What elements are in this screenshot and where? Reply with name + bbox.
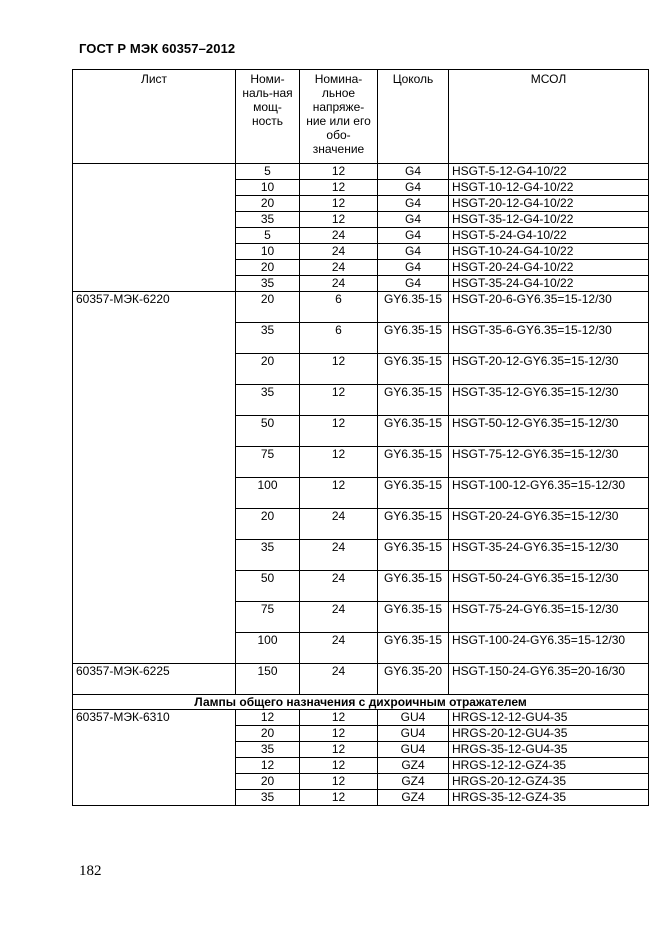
power-cell: 20 xyxy=(236,774,300,790)
voltage-cell: 12 xyxy=(300,416,378,447)
code-cell: HSGT-50-12-GY6.35=15-12/30 xyxy=(449,416,649,447)
col-header-voltage: Номина-льное напряже-ние или его обо-значение xyxy=(300,70,378,164)
col-header-power: Номи-наль-ная мощ-ность xyxy=(236,70,300,164)
power-cell: 50 xyxy=(236,416,300,447)
power-cell: 10 xyxy=(236,180,300,196)
section-title: Лампы общего назначения с дихроичным отражателем xyxy=(73,695,649,710)
code-cell: HSGT-20-12-GY6.35=15-12/30 xyxy=(449,354,649,385)
cap-cell: GY6.35-15 xyxy=(378,447,449,478)
voltage-cell: 6 xyxy=(300,292,378,323)
cap-cell: GY6.35-15 xyxy=(378,602,449,633)
power-cell: 12 xyxy=(236,758,300,774)
sheet-cell: 60357-МЭК-6310 xyxy=(73,710,236,806)
cap-cell: G4 xyxy=(378,244,449,260)
power-cell: 20 xyxy=(236,196,300,212)
voltage-cell: 12 xyxy=(300,212,378,228)
voltage-cell: 12 xyxy=(300,447,378,478)
power-cell: 12 xyxy=(236,710,300,726)
cap-cell: GY6.35-15 xyxy=(378,292,449,323)
voltage-cell: 12 xyxy=(300,354,378,385)
code-cell: HRGS-12-12-GU4-35 xyxy=(449,710,649,726)
voltage-cell: 12 xyxy=(300,790,378,806)
cap-cell: G4 xyxy=(378,180,449,196)
power-cell: 150 xyxy=(236,664,300,695)
power-cell: 20 xyxy=(236,354,300,385)
sheet-cell: 60357-МЭК-6225 xyxy=(73,664,236,695)
cap-cell: G4 xyxy=(378,260,449,276)
cap-cell: GZ4 xyxy=(378,774,449,790)
voltage-cell: 24 xyxy=(300,260,378,276)
cap-cell: G4 xyxy=(378,196,449,212)
voltage-cell: 6 xyxy=(300,323,378,354)
cap-cell: GU4 xyxy=(378,710,449,726)
power-cell: 75 xyxy=(236,447,300,478)
cap-cell: GU4 xyxy=(378,742,449,758)
table-row xyxy=(73,164,649,180)
code-cell: HRGS-20-12-GZ4-35 xyxy=(449,774,649,790)
code-cell: HSGT-35-12-G4-10/22 xyxy=(449,212,649,228)
power-cell: 35 xyxy=(236,540,300,571)
cap-cell: GU4 xyxy=(378,726,449,742)
voltage-cell: 24 xyxy=(300,228,378,244)
cap-cell: GY6.35-20 xyxy=(378,664,449,695)
power-cell: 20 xyxy=(236,260,300,276)
power-cell: 35 xyxy=(236,385,300,416)
code-cell: HSGT-35-24-G4-10/22 xyxy=(449,276,649,292)
voltage-cell: 24 xyxy=(300,540,378,571)
cap-cell: GY6.35-15 xyxy=(378,478,449,509)
power-cell: 100 xyxy=(236,633,300,664)
page-number: 182 xyxy=(79,863,102,879)
code-cell: HSGT-100-12-GY6.35=15-12/30 xyxy=(449,478,649,509)
code-cell: HSGT-150-24-GY6.35=20-16/30 xyxy=(449,664,649,695)
power-cell: 35 xyxy=(236,323,300,354)
cap-cell: G4 xyxy=(378,228,449,244)
code-cell: HSGT-20-24-G4-10/22 xyxy=(449,260,649,276)
voltage-cell: 24 xyxy=(300,571,378,602)
power-cell: 5 xyxy=(236,164,300,180)
cap-cell: GY6.35-15 xyxy=(378,323,449,354)
voltage-cell: 24 xyxy=(300,602,378,633)
code-cell: HSGT-35-12-GY6.35=15-12/30 xyxy=(449,385,649,416)
table-body xyxy=(73,164,649,806)
voltage-cell: 24 xyxy=(300,509,378,540)
power-cell: 35 xyxy=(236,212,300,228)
cap-cell: GY6.35-15 xyxy=(378,571,449,602)
code-cell: HSGT-20-12-G4-10/22 xyxy=(449,196,649,212)
code-cell: HSGT-10-24-G4-10/22 xyxy=(449,244,649,260)
power-cell: 20 xyxy=(236,726,300,742)
code-cell: HSGT-5-24-G4-10/22 xyxy=(449,228,649,244)
cap-cell: GY6.35-15 xyxy=(378,509,449,540)
code-cell: HSGT-50-24-GY6.35=15-12/30 xyxy=(449,571,649,602)
sheet-cell: 60357-МЭК-6220 xyxy=(73,292,236,664)
col-header-cap: Цоколь xyxy=(378,70,449,164)
code-cell: HSGT-5-12-G4-10/22 xyxy=(449,164,649,180)
cap-cell: GY6.35-15 xyxy=(378,416,449,447)
cap-cell: GY6.35-15 xyxy=(378,385,449,416)
voltage-cell: 24 xyxy=(300,276,378,292)
cap-cell: GY6.35-15 xyxy=(378,354,449,385)
power-cell: 35 xyxy=(236,790,300,806)
voltage-cell: 24 xyxy=(300,633,378,664)
code-cell: HSGT-35-24-GY6.35=15-12/30 xyxy=(449,540,649,571)
code-cell: HSGT-10-12-G4-10/22 xyxy=(449,180,649,196)
voltage-cell: 12 xyxy=(300,726,378,742)
code-cell: HSGT-75-24-GY6.35=15-12/30 xyxy=(449,602,649,633)
table-row xyxy=(73,664,649,695)
cap-cell: G4 xyxy=(378,212,449,228)
table-row xyxy=(73,292,649,323)
power-cell: 10 xyxy=(236,244,300,260)
power-cell: 20 xyxy=(236,509,300,540)
voltage-cell: 12 xyxy=(300,164,378,180)
voltage-cell: 12 xyxy=(300,385,378,416)
table-row xyxy=(73,710,649,726)
section-row xyxy=(73,695,649,710)
cap-cell: GZ4 xyxy=(378,790,449,806)
cap-cell: G4 xyxy=(378,164,449,180)
power-cell: 100 xyxy=(236,478,300,509)
document-header: ГОСТ Р МЭК 60357–2012 xyxy=(79,41,236,56)
voltage-cell: 12 xyxy=(300,478,378,509)
power-cell: 50 xyxy=(236,571,300,602)
code-cell: HSGT-100-24-GY6.35=15-12/30 xyxy=(449,633,649,664)
power-cell: 20 xyxy=(236,292,300,323)
power-cell: 5 xyxy=(236,228,300,244)
code-cell: HSGT-20-24-GY6.35=15-12/30 xyxy=(449,509,649,540)
voltage-cell: 12 xyxy=(300,774,378,790)
code-cell: HRGS-20-12-GU4-35 xyxy=(449,726,649,742)
voltage-cell: 12 xyxy=(300,180,378,196)
code-cell: HSGT-35-6-GY6.35=15-12/30 xyxy=(449,323,649,354)
sheet-cell xyxy=(73,164,236,292)
voltage-cell: 12 xyxy=(300,742,378,758)
power-cell: 35 xyxy=(236,742,300,758)
voltage-cell: 12 xyxy=(300,196,378,212)
cap-cell: GY6.35-15 xyxy=(378,540,449,571)
table-header xyxy=(73,70,649,164)
lamp-spec-table xyxy=(72,69,649,806)
code-cell: HSGT-20-6-GY6.35=15-12/30 xyxy=(449,292,649,323)
code-cell: HRGS-35-12-GU4-35 xyxy=(449,742,649,758)
cap-cell: GZ4 xyxy=(378,758,449,774)
code-cell: HSGT-75-12-GY6.35=15-12/30 xyxy=(449,447,649,478)
voltage-cell: 12 xyxy=(300,710,378,726)
col-header-code: МСОЛ xyxy=(449,70,649,164)
cap-cell: G4 xyxy=(378,276,449,292)
voltage-cell: 24 xyxy=(300,664,378,695)
voltage-cell: 24 xyxy=(300,244,378,260)
power-cell: 35 xyxy=(236,276,300,292)
voltage-cell: 12 xyxy=(300,758,378,774)
col-header-sheet: Лист xyxy=(73,70,236,164)
code-cell: HRGS-35-12-GZ4-35 xyxy=(449,790,649,806)
code-cell: HRGS-12-12-GZ4-35 xyxy=(449,758,649,774)
power-cell: 75 xyxy=(236,602,300,633)
cap-cell: GY6.35-15 xyxy=(378,633,449,664)
